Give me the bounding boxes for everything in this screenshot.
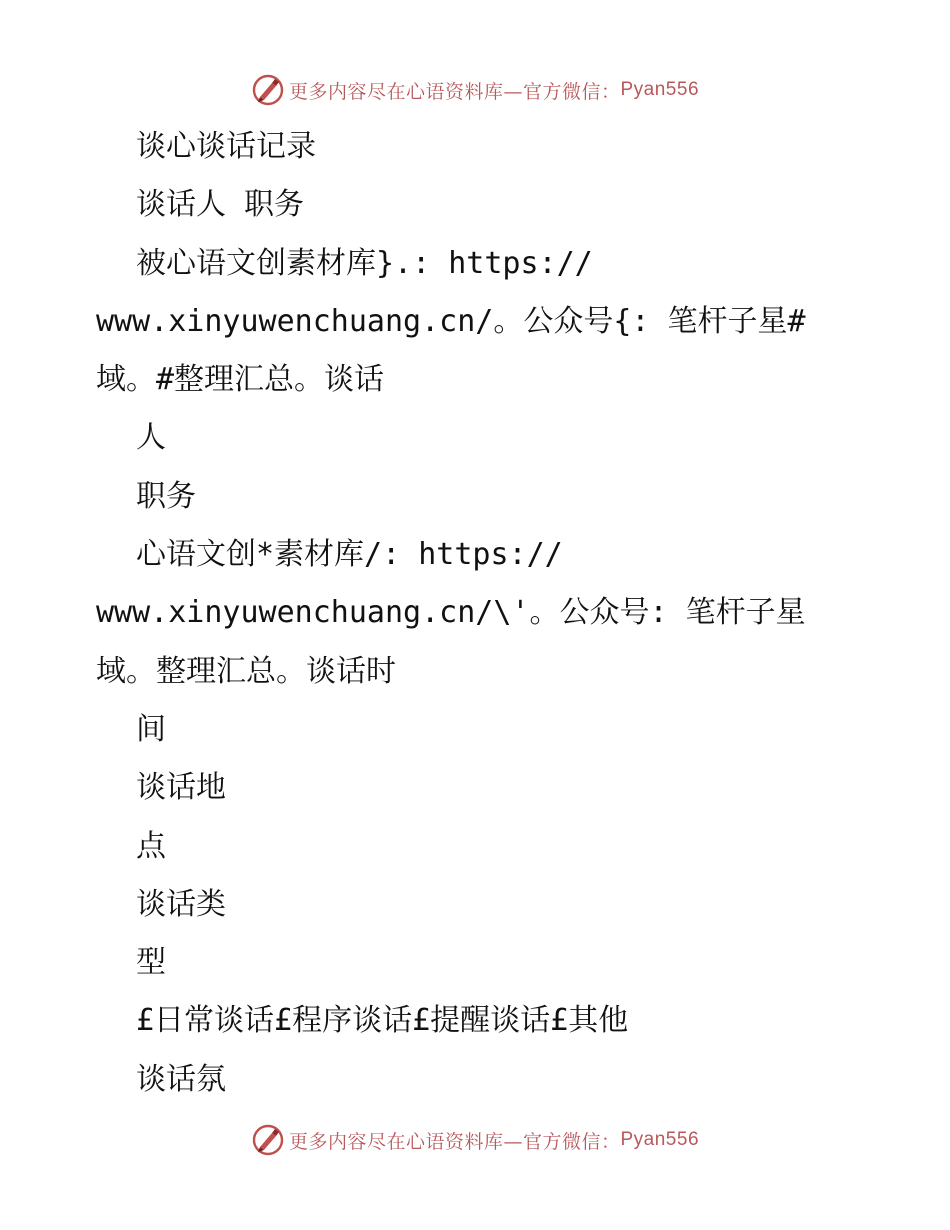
doc-line: 点 <box>136 828 166 864</box>
header-watermark <box>0 70 950 110</box>
doc-line: 被心语文创素材库}.: https:// <box>136 245 593 281</box>
doc-line: 谈话地 <box>136 770 226 806</box>
watermark-handle: Pyan556 <box>620 1129 700 1150</box>
doc-line: 心语文创*素材库/: https:// <box>136 537 563 573</box>
pen-logo-icon <box>251 73 285 107</box>
doc-line: 谈话氛 <box>136 1061 226 1097</box>
doc-line: 谈话类 <box>136 886 226 922</box>
doc-line-options: £日常谈话£程序谈话£提醒谈话£其他 <box>136 1003 629 1039</box>
doc-line: www.xinyuwenchuang.cn/\'。公众号: 笔杆子星 <box>96 595 806 631</box>
doc-line: 间 <box>136 711 166 747</box>
footer-watermark <box>0 1120 950 1160</box>
doc-line: 谈话人 职务 <box>136 187 305 223</box>
doc-line: 域。#整理汇总。谈话 <box>96 362 385 398</box>
doc-line: 域。整理汇总。谈话时 <box>96 653 396 689</box>
doc-line: 型 <box>136 945 166 981</box>
doc-line: 职务 <box>136 478 196 514</box>
doc-line: 人 <box>136 420 166 456</box>
watermark-text: 更多内容尽在心语资料库—官方微信： <box>288 1130 621 1153</box>
doc-line-title: 谈心谈话记录 <box>136 129 316 164</box>
pen-logo-icon <box>251 1123 285 1157</box>
watermark-handle: Pyan556 <box>620 79 700 100</box>
watermark-text: 更多内容尽在心语资料库—官方微信： <box>288 80 621 103</box>
document-body <box>0 118 950 1109</box>
doc-line: www.xinyuwenchuang.cn/。公众号{: 笔杆子星# <box>96 303 806 339</box>
